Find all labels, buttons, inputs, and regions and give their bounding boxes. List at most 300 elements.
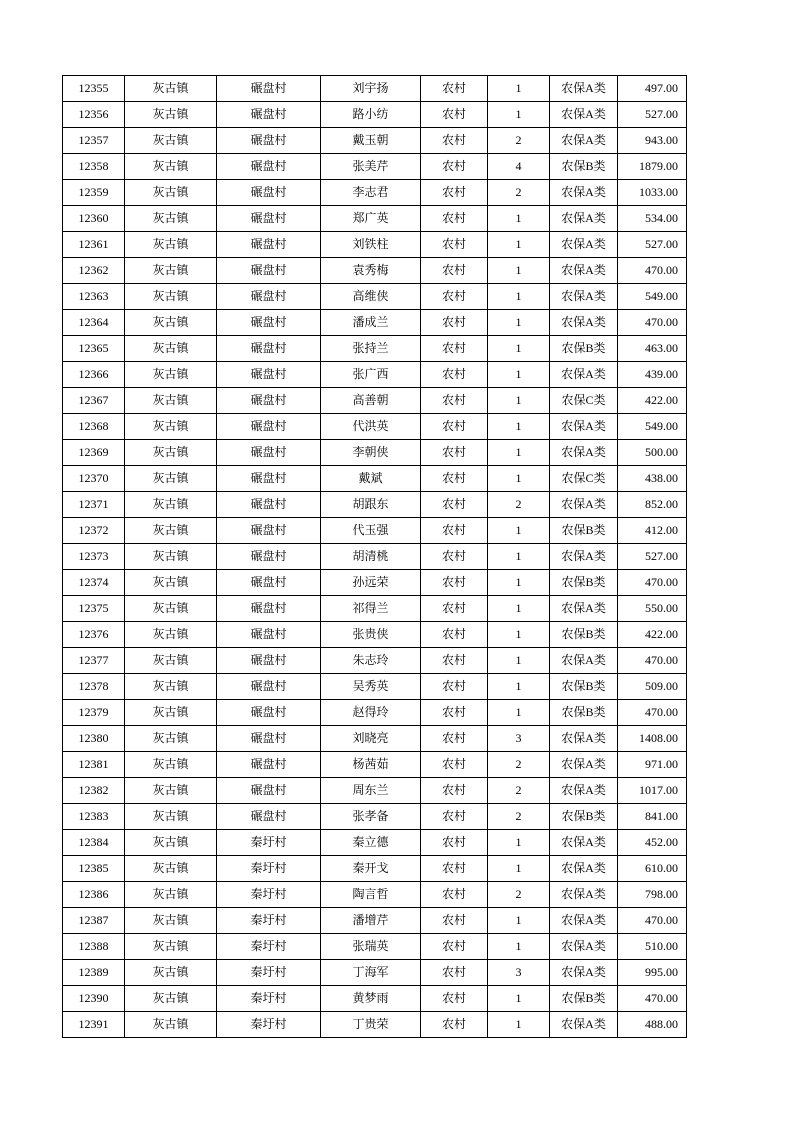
table-row <box>63 258 687 284</box>
cell-type: 农村 <box>421 76 488 102</box>
cell-category: 农保A类 <box>550 960 618 986</box>
cell-type: 农村 <box>421 310 488 336</box>
table-row <box>63 570 687 596</box>
cell-category: 农保B类 <box>550 570 618 596</box>
cell-amount: 1408.00 <box>618 726 687 752</box>
table-row <box>63 934 687 960</box>
cell-category: 农保A类 <box>550 180 618 206</box>
cell-village: 碾盘村 <box>217 622 321 648</box>
cell-count: 1 <box>488 700 550 726</box>
cell-amount: 971.00 <box>618 752 687 778</box>
cell-count: 2 <box>488 804 550 830</box>
cell-count: 1 <box>488 544 550 570</box>
cell-id: 12372 <box>63 518 125 544</box>
cell-town: 灰古镇 <box>125 622 217 648</box>
cell-type: 农村 <box>421 596 488 622</box>
cell-count: 1 <box>488 518 550 544</box>
cell-count: 2 <box>488 778 550 804</box>
cell-village: 碾盘村 <box>217 76 321 102</box>
cell-id: 12383 <box>63 804 125 830</box>
cell-category: 农保B类 <box>550 622 618 648</box>
cell-type: 农村 <box>421 466 488 492</box>
cell-village: 秦圩村 <box>217 830 321 856</box>
cell-name: 潘增芹 <box>321 908 421 934</box>
table-row <box>63 596 687 622</box>
table-row <box>63 752 687 778</box>
cell-village: 秦圩村 <box>217 960 321 986</box>
cell-amount: 470.00 <box>618 700 687 726</box>
cell-type: 农村 <box>421 778 488 804</box>
cell-type: 农村 <box>421 986 488 1012</box>
cell-id: 12384 <box>63 830 125 856</box>
cell-count: 1 <box>488 570 550 596</box>
cell-category: 农保A类 <box>550 206 618 232</box>
cell-name: 戴玉朝 <box>321 128 421 154</box>
cell-name: 张贵侠 <box>321 622 421 648</box>
cell-id: 12378 <box>63 674 125 700</box>
cell-name: 郑广英 <box>321 206 421 232</box>
table-row <box>63 804 687 830</box>
cell-id: 12387 <box>63 908 125 934</box>
cell-town: 灰古镇 <box>125 726 217 752</box>
cell-type: 农村 <box>421 336 488 362</box>
cell-village: 秦圩村 <box>217 934 321 960</box>
cell-amount: 995.00 <box>618 960 687 986</box>
cell-id: 12363 <box>63 284 125 310</box>
table-row <box>63 206 687 232</box>
cell-category: 农保A类 <box>550 596 618 622</box>
cell-count: 1 <box>488 908 550 934</box>
cell-name: 秦立德 <box>321 830 421 856</box>
cell-name: 代玉强 <box>321 518 421 544</box>
cell-category: 农保A类 <box>550 726 618 752</box>
cell-village: 秦圩村 <box>217 856 321 882</box>
cell-amount: 470.00 <box>618 986 687 1012</box>
table-row <box>63 518 687 544</box>
cell-id: 12376 <box>63 622 125 648</box>
cell-count: 3 <box>488 960 550 986</box>
cell-type: 农村 <box>421 232 488 258</box>
cell-type: 农村 <box>421 440 488 466</box>
cell-village: 秦圩村 <box>217 908 321 934</box>
cell-category: 农保C类 <box>550 466 618 492</box>
cell-count: 1 <box>488 934 550 960</box>
cell-type: 农村 <box>421 752 488 778</box>
cell-town: 灰古镇 <box>125 518 217 544</box>
cell-amount: 463.00 <box>618 336 687 362</box>
cell-category: 农保A类 <box>550 830 618 856</box>
cell-count: 1 <box>488 206 550 232</box>
cell-amount: 452.00 <box>618 830 687 856</box>
cell-village: 碾盘村 <box>217 778 321 804</box>
cell-town: 灰古镇 <box>125 102 217 128</box>
cell-village: 碾盘村 <box>217 596 321 622</box>
cell-village: 碾盘村 <box>217 752 321 778</box>
cell-name: 高维侠 <box>321 284 421 310</box>
table-row <box>63 102 687 128</box>
cell-category: 农保A类 <box>550 1012 618 1038</box>
cell-name: 陶言哲 <box>321 882 421 908</box>
cell-name: 丁海军 <box>321 960 421 986</box>
cell-name: 刘铁柱 <box>321 232 421 258</box>
cell-id: 12377 <box>63 648 125 674</box>
cell-town: 灰古镇 <box>125 388 217 414</box>
table-row <box>63 1012 687 1038</box>
cell-id: 12361 <box>63 232 125 258</box>
cell-village: 碾盘村 <box>217 648 321 674</box>
cell-town: 灰古镇 <box>125 310 217 336</box>
table-row <box>63 648 687 674</box>
cell-type: 农村 <box>421 908 488 934</box>
cell-id: 12359 <box>63 180 125 206</box>
table-row <box>63 882 687 908</box>
cell-count: 1 <box>488 414 550 440</box>
cell-town: 灰古镇 <box>125 206 217 232</box>
cell-count: 1 <box>488 856 550 882</box>
cell-name: 路小纺 <box>321 102 421 128</box>
cell-category: 农保A类 <box>550 284 618 310</box>
cell-name: 秦开戈 <box>321 856 421 882</box>
table-row <box>63 908 687 934</box>
cell-type: 农村 <box>421 622 488 648</box>
cell-amount: 438.00 <box>618 466 687 492</box>
cell-town: 灰古镇 <box>125 284 217 310</box>
cell-category: 农保A类 <box>550 414 618 440</box>
cell-count: 2 <box>488 752 550 778</box>
cell-name: 潘成兰 <box>321 310 421 336</box>
cell-village: 碾盘村 <box>217 336 321 362</box>
cell-amount: 610.00 <box>618 856 687 882</box>
cell-id: 12386 <box>63 882 125 908</box>
cell-town: 灰古镇 <box>125 128 217 154</box>
cell-category: 农保A类 <box>550 752 618 778</box>
cell-village: 碾盘村 <box>217 570 321 596</box>
cell-id: 12374 <box>63 570 125 596</box>
cell-town: 灰古镇 <box>125 674 217 700</box>
cell-category: 农保A类 <box>550 232 618 258</box>
table-row <box>63 544 687 570</box>
table-row <box>63 986 687 1012</box>
cell-type: 农村 <box>421 830 488 856</box>
cell-category: 农保A类 <box>550 128 618 154</box>
cell-category: 农保C类 <box>550 388 618 414</box>
cell-town: 灰古镇 <box>125 414 217 440</box>
cell-id: 12391 <box>63 1012 125 1038</box>
cell-amount: 1879.00 <box>618 154 687 180</box>
cell-type: 农村 <box>421 128 488 154</box>
cell-type: 农村 <box>421 362 488 388</box>
cell-id: 12380 <box>63 726 125 752</box>
cell-count: 2 <box>488 180 550 206</box>
cell-id: 12390 <box>63 986 125 1012</box>
cell-amount: 852.00 <box>618 492 687 518</box>
table-row <box>63 76 687 102</box>
cell-village: 碾盘村 <box>217 674 321 700</box>
cell-count: 1 <box>488 674 550 700</box>
cell-town: 灰古镇 <box>125 258 217 284</box>
cell-amount: 412.00 <box>618 518 687 544</box>
cell-type: 农村 <box>421 648 488 674</box>
cell-amount: 841.00 <box>618 804 687 830</box>
cell-village: 碾盘村 <box>217 518 321 544</box>
cell-type: 农村 <box>421 258 488 284</box>
cell-type: 农村 <box>421 804 488 830</box>
cell-category: 农保A类 <box>550 310 618 336</box>
cell-town: 灰古镇 <box>125 752 217 778</box>
cell-category: 农保B类 <box>550 154 618 180</box>
cell-village: 碾盘村 <box>217 310 321 336</box>
cell-name: 周东兰 <box>321 778 421 804</box>
cell-id: 12357 <box>63 128 125 154</box>
cell-name: 张孝备 <box>321 804 421 830</box>
cell-id: 12355 <box>63 76 125 102</box>
cell-amount: 497.00 <box>618 76 687 102</box>
cell-type: 农村 <box>421 726 488 752</box>
cell-type: 农村 <box>421 882 488 908</box>
cell-village: 碾盘村 <box>217 544 321 570</box>
table-row <box>63 830 687 856</box>
cell-town: 灰古镇 <box>125 1012 217 1038</box>
cell-village: 碾盘村 <box>217 414 321 440</box>
cell-amount: 1033.00 <box>618 180 687 206</box>
cell-type: 农村 <box>421 700 488 726</box>
cell-id: 12362 <box>63 258 125 284</box>
cell-amount: 798.00 <box>618 882 687 908</box>
cell-category: 农保A类 <box>550 258 618 284</box>
cell-village: 碾盘村 <box>217 804 321 830</box>
cell-amount: 549.00 <box>618 414 687 440</box>
table-row <box>63 960 687 986</box>
cell-name: 胡清桃 <box>321 544 421 570</box>
cell-count: 2 <box>488 882 550 908</box>
cell-category: 农保B类 <box>550 700 618 726</box>
cell-id: 12367 <box>63 388 125 414</box>
cell-town: 灰古镇 <box>125 882 217 908</box>
table-row <box>63 232 687 258</box>
cell-village: 碾盘村 <box>217 700 321 726</box>
cell-town: 灰古镇 <box>125 154 217 180</box>
cell-town: 灰古镇 <box>125 908 217 934</box>
cell-village: 碾盘村 <box>217 492 321 518</box>
cell-name: 李志君 <box>321 180 421 206</box>
cell-type: 农村 <box>421 284 488 310</box>
cell-name: 戴斌 <box>321 466 421 492</box>
cell-count: 1 <box>488 310 550 336</box>
cell-town: 灰古镇 <box>125 804 217 830</box>
table-row <box>63 362 687 388</box>
cell-village: 碾盘村 <box>217 154 321 180</box>
cell-count: 1 <box>488 440 550 466</box>
cell-count: 3 <box>488 726 550 752</box>
cell-count: 1 <box>488 466 550 492</box>
cell-amount: 500.00 <box>618 440 687 466</box>
cell-type: 农村 <box>421 570 488 596</box>
cell-amount: 549.00 <box>618 284 687 310</box>
cell-category: 农保B类 <box>550 674 618 700</box>
table-row <box>63 180 687 206</box>
cell-count: 1 <box>488 284 550 310</box>
cell-name: 孙远荣 <box>321 570 421 596</box>
cell-category: 农保A类 <box>550 856 618 882</box>
cell-village: 碾盘村 <box>217 284 321 310</box>
cell-town: 灰古镇 <box>125 76 217 102</box>
cell-village: 秦圩村 <box>217 1012 321 1038</box>
cell-id: 12356 <box>63 102 125 128</box>
cell-amount: 470.00 <box>618 648 687 674</box>
cell-id: 12360 <box>63 206 125 232</box>
cell-name: 杨茜茹 <box>321 752 421 778</box>
cell-amount: 470.00 <box>618 258 687 284</box>
cell-town: 灰古镇 <box>125 700 217 726</box>
cell-town: 灰古镇 <box>125 986 217 1012</box>
cell-town: 灰古镇 <box>125 492 217 518</box>
cell-name: 张美芹 <box>321 154 421 180</box>
cell-village: 碾盘村 <box>217 362 321 388</box>
cell-village: 碾盘村 <box>217 180 321 206</box>
cell-town: 灰古镇 <box>125 960 217 986</box>
cell-count: 1 <box>488 622 550 648</box>
cell-category: 农保A类 <box>550 76 618 102</box>
cell-type: 农村 <box>421 492 488 518</box>
cell-name: 丁贵荣 <box>321 1012 421 1038</box>
cell-amount: 422.00 <box>618 622 687 648</box>
cell-type: 农村 <box>421 102 488 128</box>
cell-town: 灰古镇 <box>125 778 217 804</box>
cell-category: 农保A类 <box>550 934 618 960</box>
cell-name: 赵得玲 <box>321 700 421 726</box>
cell-amount: 470.00 <box>618 570 687 596</box>
cell-village: 碾盘村 <box>217 128 321 154</box>
cell-count: 1 <box>488 362 550 388</box>
table-row <box>63 128 687 154</box>
cell-type: 农村 <box>421 1012 488 1038</box>
cell-category: 农保A类 <box>550 492 618 518</box>
table-row <box>63 414 687 440</box>
table-row <box>63 674 687 700</box>
cell-category: 农保A类 <box>550 102 618 128</box>
table-row <box>63 284 687 310</box>
cell-name: 张瑞英 <box>321 934 421 960</box>
cell-amount: 422.00 <box>618 388 687 414</box>
cell-town: 灰古镇 <box>125 934 217 960</box>
cell-town: 灰古镇 <box>125 856 217 882</box>
cell-count: 1 <box>488 258 550 284</box>
cell-count: 2 <box>488 492 550 518</box>
table-row <box>63 154 687 180</box>
cell-amount: 439.00 <box>618 362 687 388</box>
cell-count: 1 <box>488 648 550 674</box>
cell-id: 12375 <box>63 596 125 622</box>
cell-name: 李朝侠 <box>321 440 421 466</box>
table-row <box>63 622 687 648</box>
cell-id: 12389 <box>63 960 125 986</box>
table-row <box>63 856 687 882</box>
cell-village: 碾盘村 <box>217 258 321 284</box>
cell-name: 刘晓亮 <box>321 726 421 752</box>
cell-count: 1 <box>488 596 550 622</box>
cell-count: 1 <box>488 76 550 102</box>
table-row <box>63 466 687 492</box>
cell-category: 农保B类 <box>550 336 618 362</box>
cell-type: 农村 <box>421 544 488 570</box>
cell-village: 碾盘村 <box>217 726 321 752</box>
cell-village: 秦圩村 <box>217 882 321 908</box>
cell-id: 12373 <box>63 544 125 570</box>
table-row <box>63 388 687 414</box>
cell-amount: 470.00 <box>618 908 687 934</box>
cell-amount: 527.00 <box>618 102 687 128</box>
cell-id: 12382 <box>63 778 125 804</box>
cell-amount: 510.00 <box>618 934 687 960</box>
cell-count: 1 <box>488 232 550 258</box>
table-row <box>63 726 687 752</box>
cell-type: 农村 <box>421 856 488 882</box>
cell-name: 胡跟东 <box>321 492 421 518</box>
cell-town: 灰古镇 <box>125 362 217 388</box>
cell-category: 农保B类 <box>550 518 618 544</box>
cell-category: 农保A类 <box>550 648 618 674</box>
cell-category: 农保A类 <box>550 778 618 804</box>
cell-id: 12379 <box>63 700 125 726</box>
cell-type: 农村 <box>421 388 488 414</box>
cell-type: 农村 <box>421 206 488 232</box>
cell-amount: 1017.00 <box>618 778 687 804</box>
cell-village: 碾盘村 <box>217 232 321 258</box>
cell-town: 灰古镇 <box>125 830 217 856</box>
cell-town: 灰古镇 <box>125 544 217 570</box>
cell-id: 12371 <box>63 492 125 518</box>
cell-category: 农保A类 <box>550 362 618 388</box>
cell-name: 袁秀梅 <box>321 258 421 284</box>
cell-category: 农保A类 <box>550 908 618 934</box>
cell-village: 碾盘村 <box>217 440 321 466</box>
cell-village: 碾盘村 <box>217 466 321 492</box>
table-row <box>63 440 687 466</box>
cell-village: 碾盘村 <box>217 102 321 128</box>
cell-id: 12370 <box>63 466 125 492</box>
cell-name: 黄梦雨 <box>321 986 421 1012</box>
cell-id: 12368 <box>63 414 125 440</box>
cell-type: 农村 <box>421 180 488 206</box>
cell-amount: 527.00 <box>618 232 687 258</box>
cell-town: 灰古镇 <box>125 570 217 596</box>
cell-count: 4 <box>488 154 550 180</box>
cell-name: 刘宇扬 <box>321 76 421 102</box>
cell-id: 12364 <box>63 310 125 336</box>
cell-type: 农村 <box>421 960 488 986</box>
cell-name: 朱志玲 <box>321 648 421 674</box>
cell-town: 灰古镇 <box>125 648 217 674</box>
cell-count: 1 <box>488 336 550 362</box>
cell-village: 碾盘村 <box>217 206 321 232</box>
cell-count: 1 <box>488 830 550 856</box>
cell-count: 2 <box>488 128 550 154</box>
cell-count: 1 <box>488 102 550 128</box>
cell-id: 12365 <box>63 336 125 362</box>
cell-type: 农村 <box>421 674 488 700</box>
cell-id: 12381 <box>63 752 125 778</box>
table-row <box>63 700 687 726</box>
cell-name: 张广西 <box>321 362 421 388</box>
cell-name: 高善朝 <box>321 388 421 414</box>
cell-category: 农保B类 <box>550 804 618 830</box>
cell-town: 灰古镇 <box>125 440 217 466</box>
cell-category: 农保A类 <box>550 440 618 466</box>
cell-type: 农村 <box>421 414 488 440</box>
cell-id: 12369 <box>63 440 125 466</box>
cell-name: 代洪英 <box>321 414 421 440</box>
cell-town: 灰古镇 <box>125 232 217 258</box>
